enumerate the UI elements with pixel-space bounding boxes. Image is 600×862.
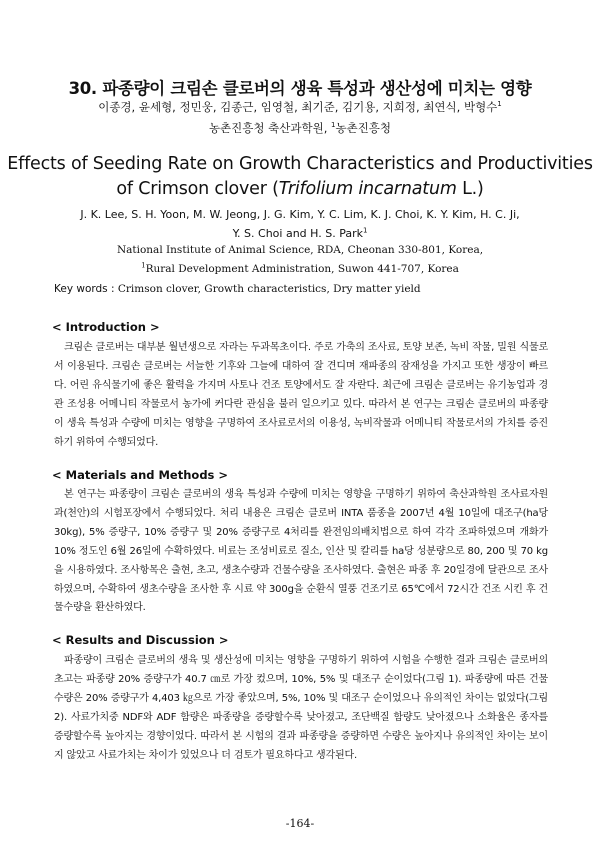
english-authors-line1: J. K. Lee, S. H. Yoon, M. W. Jeong, J. G. Kim, Y. C. Lim, K. J. Choi, K. Y. Kim, H. C. Ji, bbox=[80, 208, 520, 221]
english-title bbox=[0, 152, 600, 202]
english-affiliation bbox=[0, 241, 600, 279]
page-number: -164- bbox=[285, 817, 315, 830]
methods-heading: < Materials and Methods > bbox=[52, 468, 229, 482]
results-body bbox=[54, 652, 548, 765]
introduction-heading: < Introduction > bbox=[52, 320, 160, 334]
methods-text: 본 연구는 파종량이 크림손 클로버의 생육 특성과 수량에 미치는 영향을 구명하기 위하여 축산과학원 조사료자원과(천안)의 시험포장에서 수행되었다. 처리 내용은 크림손 클로버 INTA 품종을 2007년 4월 10일에 대조구(ha당 30kg), 5% 증량구, 10% 증량구 및 20% 증량구로 4처리를 완전임의배치법으로 하여 각각 조파하였으며 개화가 10% 정도인 6월 26일에 수확하였다. 비료는 조성비료로 질소, 인산 및 칼리를 ha당 성분량으로 80, 200 및 70 kg을 시용하였다. 조사항목은 출현, 초고, 생초수량과 건물수량을 조사하였다. 출현은 파종 후 20일경에 달관으로 조사하였으며, 수확하여 생초수량을 조사한 후 시료 약 300g을 순환식 열풍 건조기로 65℃에서 72시간 건조 시킨 후 건물수량을 환산하였다. bbox=[54, 489, 548, 614]
english-title-line2 bbox=[0, 177, 600, 202]
species-name: Trifolium incarnatum bbox=[278, 179, 457, 199]
korean-affiliation-second: 농촌진흥청 bbox=[335, 121, 392, 135]
introduction-text: 크림손 클로버는 대부분 월년생으로 자라는 두과목초이다. 주로 가축의 조사료, 토양 보존, 녹비 작물, 밀원 식물로서 이용된다. 크림손 클로버는 서늘한 기후와 그늘에 대하여 잘 견디며 재파종의 잠재성을 가지고 또한 생장이 빠르다. 어린 유식물기에 좋은 활력을 가지며 사토나 건조 토양에서도 잘 자란다. 최근에 크림손 클로버는 유기농업과 경관 조성용 어메니티 작물로서 농가에 커다란 관심을 불러 일으키고 있다. 따라서 본 연구는 크림손 클로버의 파종량이 생육 특성과 수량에 미치는 영향을 구명하여 조사료로서의 이용성, 녹비작물과 어메니티 작물로서의 가치를 증진하기 위하여 수행되었다. bbox=[54, 342, 548, 448]
results-heading: < Results and Discussion > bbox=[52, 633, 229, 647]
english-authors bbox=[0, 205, 600, 243]
keywords bbox=[54, 283, 554, 295]
english-author-sup: 1 bbox=[362, 226, 368, 235]
korean-authors bbox=[0, 99, 600, 115]
methods-body bbox=[54, 486, 548, 618]
korean-author-list: 이종경, 윤세형, 정민웅, 김종근, 임영철, 최기준, 김기용, 지희정, 최연식, 박형수 bbox=[98, 100, 498, 114]
english-affiliation-line2 bbox=[0, 260, 600, 279]
korean-title: 30. 파종량이 크림손 클로버의 생육 특성과 생산성에 미치는 영향 bbox=[68, 79, 532, 98]
korean-affiliation-sup: 1 bbox=[331, 121, 336, 130]
introduction-body bbox=[54, 339, 548, 452]
korean-affiliation bbox=[0, 120, 600, 136]
english-affiliation-line2-text: Rural Development Administration, Suwon 441-707, Korea bbox=[145, 263, 459, 275]
korean-affiliation-main: 농촌진흥청 축산과학원, bbox=[208, 121, 332, 135]
english-affiliation-line1: National Institute of Animal Science, RDA, Cheonan 330-801, Korea, bbox=[116, 244, 484, 256]
english-authors-line2-text: Y. S. Choi and H. S. Park bbox=[232, 227, 363, 240]
english-affiliation-sup: 1 bbox=[141, 261, 146, 270]
english-title-line1: Effects of Seeding Rate on Growth Characteristics and Productivities bbox=[7, 154, 593, 174]
keywords-text: Crimson clover, Growth characteristics, Dry matter yield bbox=[117, 283, 421, 295]
keywords-label: Key words : bbox=[54, 283, 118, 295]
english-title-prefix: of Crimson clover ( bbox=[116, 179, 279, 199]
korean-author-sup: 1 bbox=[497, 100, 502, 109]
results-text: 파종량이 크림손 클로버의 생육 및 생산성에 미치는 영향을 구명하기 위하여 시험을 수행한 결과 크림손 클로버의 초고는 파종량 20% 증량구가 40.7 ㎝로 가장 컸으며, 10%, 5% 및 대조구 순이었다(그림 1). 파종량에 따른 건물수량은 20% 증량구가 4,403 ㎏으로 가장 좋았으며, 5%, 10% 및 대조구 순이었으나 유의적인 차이는 없었다(그림 2). 사료가치중 NDF와 ADF 함량은 파종량을 증량할수록 낮아졌고, 조단백질 함량도 낮아졌으나 소화율은 종자를 증량할수록 높아지는 경향이었다. 따라서 본 시험의 결과 파종량을 증량하면 수량은 높아지나 유의적인 차이는 보이지 않았고 사료가치는 차이가 있었으나 더 검토가 필요하다고 생각된다. bbox=[54, 655, 548, 761]
english-title-suffix: L.) bbox=[456, 179, 484, 199]
